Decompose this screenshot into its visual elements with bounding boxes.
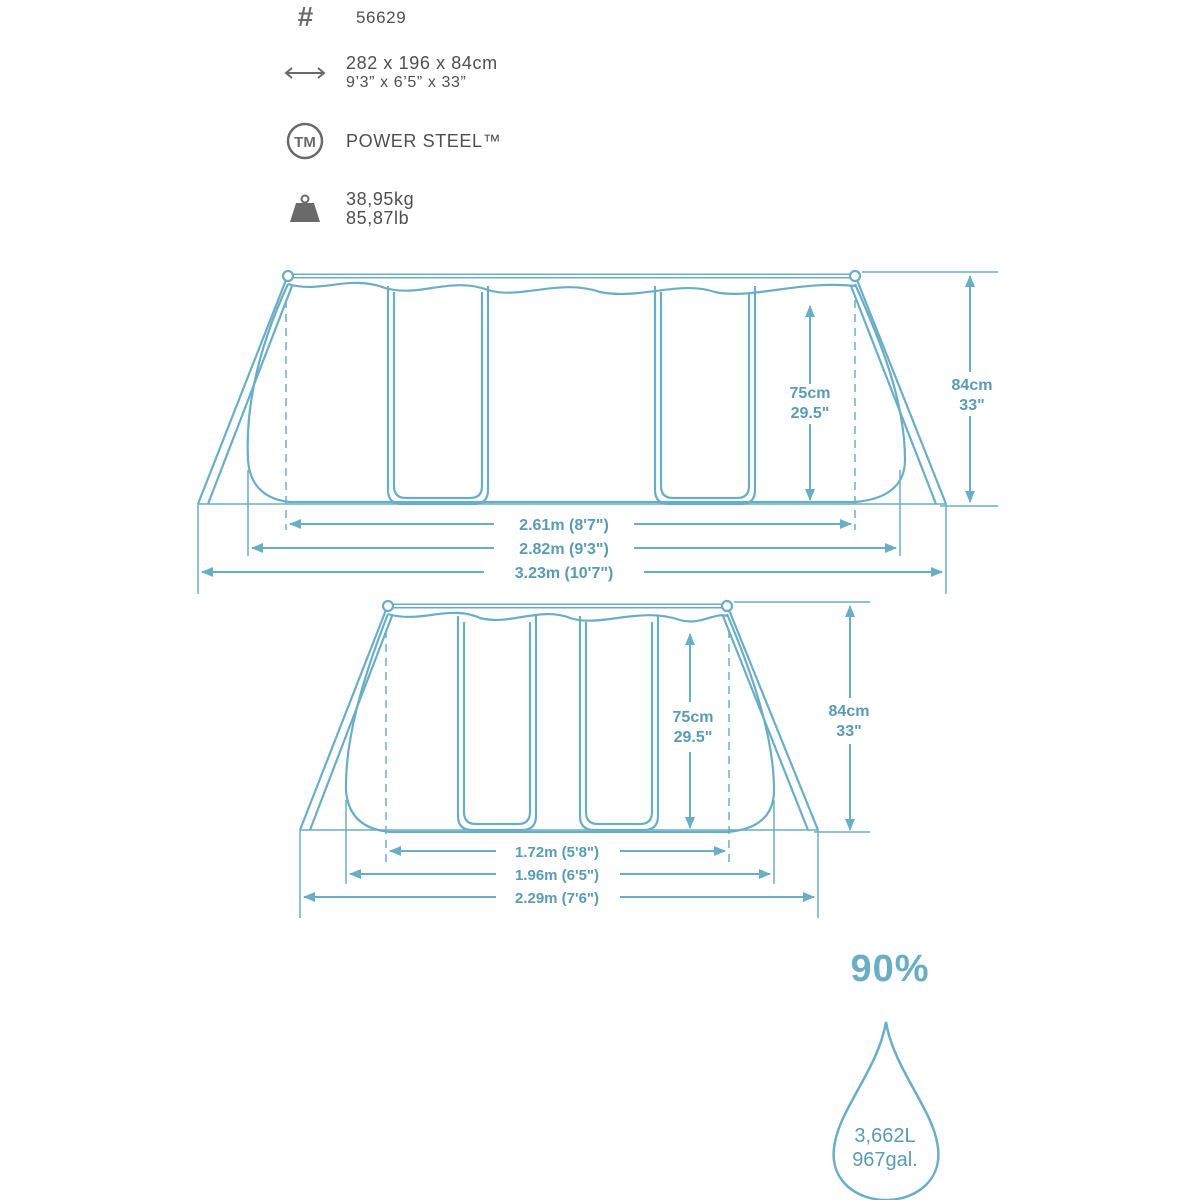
svg-text:TM: TM	[294, 134, 316, 151]
long-total-height-cm: 84cm	[951, 377, 993, 394]
short-width-total: 2.29m (7'6")	[514, 890, 600, 907]
u-frame-2-inner	[586, 622, 652, 824]
short-width-pool: 1.96m (6'5")	[514, 867, 600, 884]
frame-type: POWER STEEL™	[346, 130, 502, 151]
u-frame-1-inner	[394, 292, 482, 498]
u-frame-1-outer	[388, 286, 488, 504]
model-number: 56629	[356, 7, 407, 27]
left-leg-out	[198, 280, 286, 504]
wall-waves	[388, 613, 727, 622]
long-width-pool: 2.82m (9'3")	[519, 541, 609, 558]
short-total-height-cm: 84cm	[828, 703, 870, 720]
capacity-text	[830, 1124, 940, 1172]
water-drop-icon	[834, 1022, 939, 1200]
long-width-inner: 2.61m (8'7")	[519, 517, 609, 534]
short-total-height-in: 33"	[836, 723, 862, 740]
long-water-height-cm: 75cm	[789, 385, 831, 402]
u-frame-1-outer	[458, 616, 536, 830]
capacity-liters: 3,662L	[854, 1125, 916, 1147]
dimensions-imperial: 9’3” x 6’5” x 33”	[346, 74, 467, 91]
long-width-total: 3.23m (10'7")	[514, 565, 614, 582]
long-water-height-in: 29.5"	[790, 405, 830, 422]
u-frame-2-inner	[661, 292, 749, 498]
right-leg-out	[857, 280, 946, 504]
long-total-height-in: 33"	[959, 397, 985, 414]
short-water-height-cm: 75cm	[672, 709, 714, 726]
right-leg-in	[723, 616, 808, 830]
u-frame-2-outer	[655, 286, 755, 504]
hash-icon: #	[297, 1, 313, 32]
left-leg-out	[300, 610, 386, 830]
u-frame-2-outer	[580, 616, 658, 830]
weight-lb: 85,87lb	[346, 208, 410, 228]
short-width-inner: 1.72m (5'8")	[514, 844, 600, 861]
dimensions-metric: 282 x 196 x 84cm	[346, 53, 498, 73]
right-leg-in	[851, 286, 936, 504]
u-frame-1-inner	[464, 622, 530, 824]
left-leg-in	[310, 616, 392, 830]
wall-waves	[288, 283, 855, 294]
fill-percent: 90%	[850, 948, 930, 990]
capacity-gallons: 967gal.	[852, 1149, 918, 1171]
weight-kg: 38,95kg	[346, 189, 415, 209]
short-water-height-in: 29.5"	[673, 729, 713, 746]
